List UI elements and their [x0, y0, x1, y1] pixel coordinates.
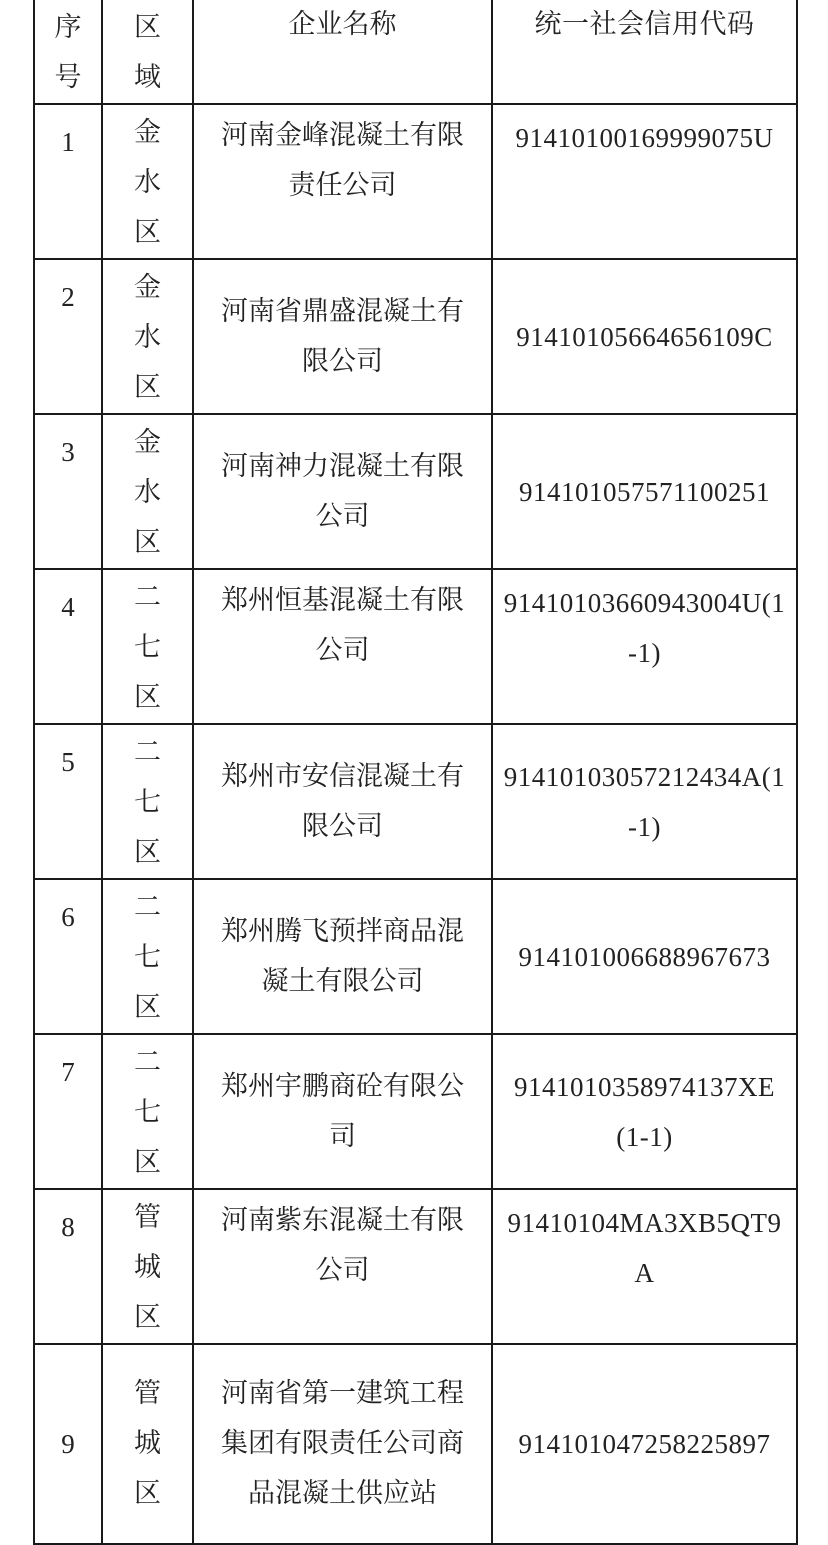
header-code: 统一社会信用代码: [492, 0, 797, 104]
row-no: 6: [34, 879, 102, 1034]
row-area: 二七区: [102, 569, 193, 724]
row-area: 二七区: [102, 1034, 193, 1189]
header-name: 企业名称: [193, 0, 492, 104]
row-area: 二七区: [102, 879, 193, 1034]
row-no: 4: [34, 569, 102, 724]
table-header-row: [34, 0, 797, 104]
row-name: 郑州宇鹏商砼有限公司: [193, 1034, 492, 1189]
table-row: [34, 724, 797, 879]
row-name: 河南省第一建筑工程集团有限责任公司商品混凝土供应站: [193, 1344, 492, 1544]
row-no: 8: [34, 1189, 102, 1344]
table-row: [34, 104, 797, 259]
row-area: 金水区: [102, 414, 193, 569]
table-row: [34, 414, 797, 569]
row-name: 河南省鼎盛混凝土有限公司: [193, 259, 492, 414]
row-name: 河南金峰混凝土有限责任公司: [193, 104, 492, 259]
row-area: 二七区: [102, 724, 193, 879]
row-code: 914101047258225897: [492, 1344, 797, 1544]
row-code: 914101057571100251: [492, 414, 797, 569]
table-row: [34, 1189, 797, 1344]
enterprise-table: [33, 0, 798, 1545]
row-code: 91410105664656109C: [492, 259, 797, 414]
row-area: 管城区: [102, 1344, 193, 1544]
row-no: 7: [34, 1034, 102, 1189]
table-row: [34, 1344, 797, 1544]
table-row: [34, 259, 797, 414]
row-name: 河南紫东混凝土有限公司: [193, 1189, 492, 1344]
header-area: 区域: [102, 0, 193, 104]
table-row: [34, 569, 797, 724]
row-area: 金水区: [102, 259, 193, 414]
row-no: 9: [34, 1344, 102, 1544]
row-no: 5: [34, 724, 102, 879]
row-code: 91410103660943004U(1-1): [492, 569, 797, 724]
row-code: 914101006688967673: [492, 879, 797, 1034]
row-code: 9141010358974137XE(1-1): [492, 1034, 797, 1189]
table-row: [34, 879, 797, 1034]
row-name: 河南神力混凝土有限公司: [193, 414, 492, 569]
row-no: 2: [34, 259, 102, 414]
row-name: 郑州恒基混凝土有限公司: [193, 569, 492, 724]
row-area: 金水区: [102, 104, 193, 259]
table-row: [34, 1034, 797, 1189]
row-name: 郑州腾飞预拌商品混凝土有限公司: [193, 879, 492, 1034]
row-code: 91410100169999075U: [492, 104, 797, 259]
row-code: 91410104MA3XB5QT9A: [492, 1189, 797, 1344]
row-no: 3: [34, 414, 102, 569]
header-no: 序号: [34, 0, 102, 104]
row-area: 管城区: [102, 1189, 193, 1344]
row-no: 1: [34, 104, 102, 259]
row-name: 郑州市安信混凝土有限公司: [193, 724, 492, 879]
row-code: 91410103057212434A(1-1): [492, 724, 797, 879]
